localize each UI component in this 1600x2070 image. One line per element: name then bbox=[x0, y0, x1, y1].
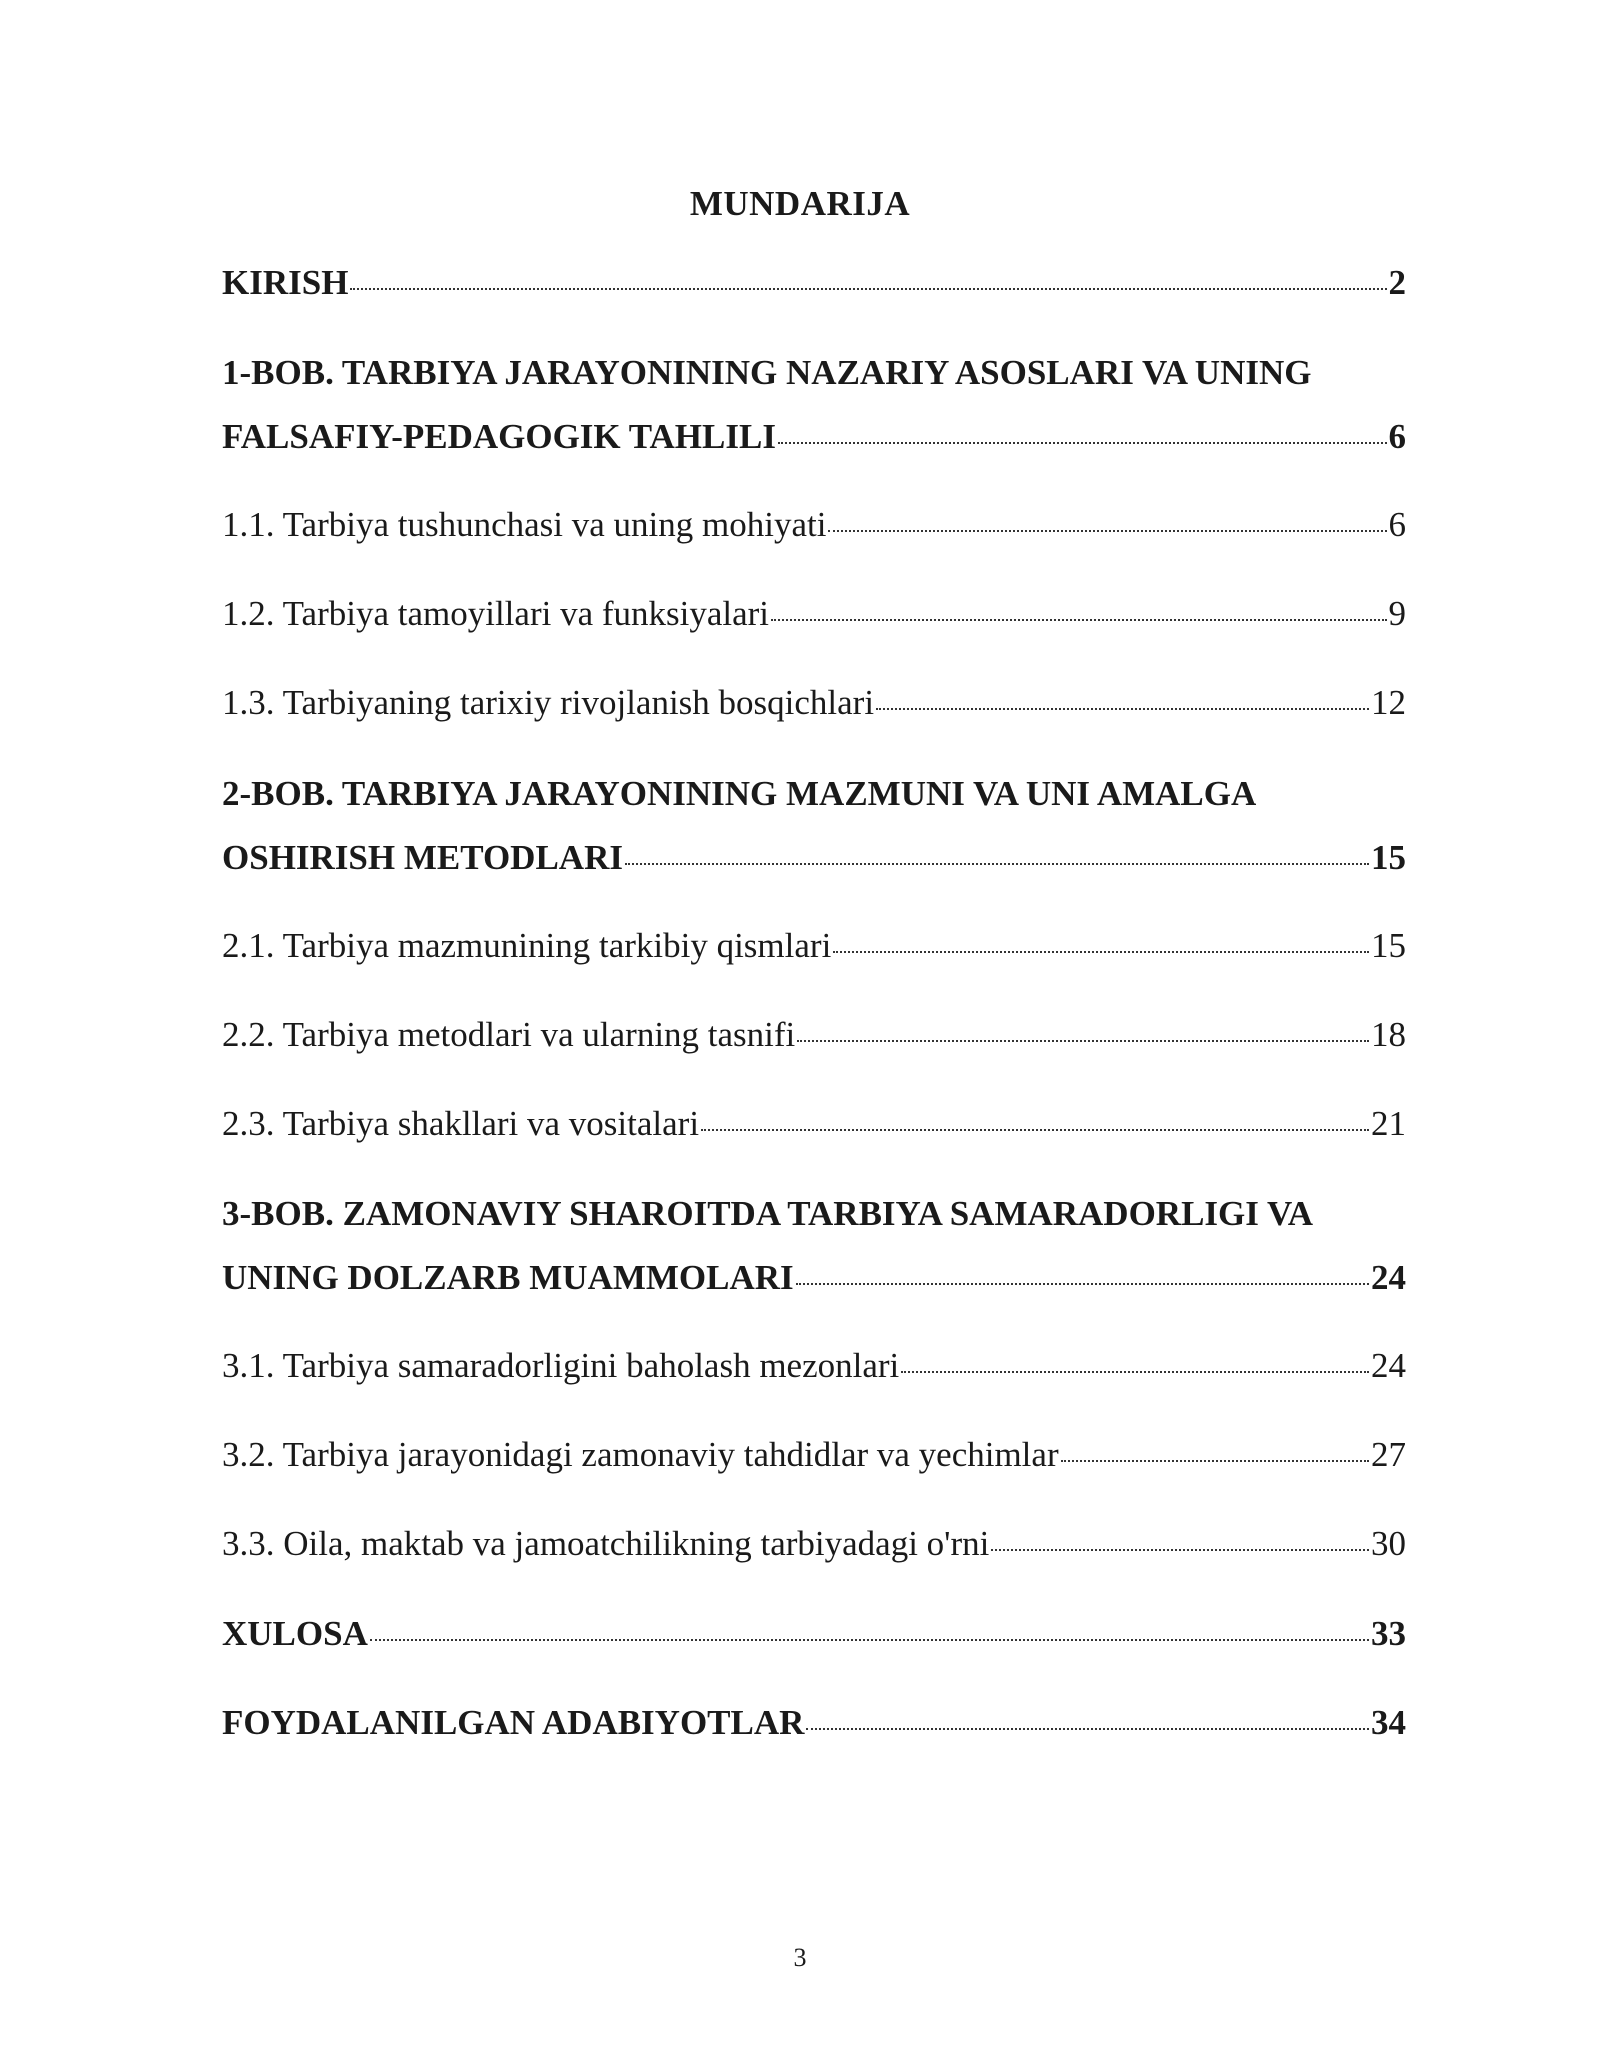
toc-entry-section-3-1[interactable] bbox=[222, 1345, 1406, 1387]
dot-leader bbox=[806, 1728, 1369, 1730]
toc-entry-text: UNING DOLZARB MUAMMOLARI bbox=[222, 1258, 794, 1297]
dot-leader bbox=[901, 1371, 1369, 1373]
dot-leader bbox=[370, 1639, 1369, 1641]
dot-leader bbox=[625, 863, 1369, 865]
toc-entry-text: FALSAFIY-PEDAGOGIK TAHLILI bbox=[222, 417, 776, 456]
toc-entry-text: 3.3. Oila, maktab va jamoatchilikning tarbiyadagi o'rni bbox=[222, 1524, 990, 1563]
toc-entry-section-3-2[interactable] bbox=[222, 1434, 1406, 1476]
toc-page-number: 30 bbox=[1371, 1524, 1406, 1563]
toc-entry-section-2-3[interactable] bbox=[222, 1103, 1406, 1145]
dot-leader bbox=[991, 1549, 1369, 1551]
toc-entry-text: 3.2. Tarbiya jarayonidagi zamonaviy tahdidlar va yechimlar bbox=[222, 1435, 1059, 1474]
dot-leader bbox=[778, 442, 1387, 444]
toc-page-number: 6 bbox=[1388, 417, 1406, 456]
toc-entry-chapter-3[interactable] bbox=[222, 1193, 1406, 1299]
toc-entry-text: 1.1. Tarbiya tushunchasi va uning mohiyati bbox=[222, 505, 827, 544]
toc-page-number: 12 bbox=[1371, 683, 1406, 722]
toc-entry-text: 1.2. Tarbiya tamoyillari va funksiyalari bbox=[222, 594, 770, 633]
dot-leader bbox=[796, 1283, 1369, 1285]
toc-entry-chapter-2[interactable] bbox=[222, 773, 1406, 879]
dot-leader bbox=[350, 288, 1386, 290]
dot-leader bbox=[1061, 1460, 1369, 1462]
toc-page-number: 24 bbox=[1371, 1258, 1406, 1297]
toc-entry-kirish[interactable] bbox=[222, 262, 1406, 304]
toc-entry-section-1-3[interactable] bbox=[222, 682, 1406, 724]
page-number: 3 bbox=[793, 1943, 807, 1972]
toc-entry-section-3-3[interactable] bbox=[222, 1523, 1406, 1565]
toc-entry-text: KIRISH bbox=[222, 263, 349, 302]
toc-page-number: 6 bbox=[1388, 505, 1406, 544]
dot-leader bbox=[771, 619, 1386, 621]
toc-entry-references[interactable] bbox=[222, 1702, 1406, 1744]
toc-entry-text: FOYDALANILGAN ADABIYOTLAR bbox=[222, 1703, 805, 1742]
toc-page-number: 33 bbox=[1371, 1614, 1406, 1653]
dot-leader bbox=[797, 1040, 1369, 1042]
toc-entry-chapter-1[interactable] bbox=[222, 352, 1406, 458]
toc-entry-text: XULOSA bbox=[222, 1614, 368, 1653]
toc-entry-text: OSHIRISH METODLARI bbox=[222, 838, 623, 877]
toc-entry-section-2-2[interactable] bbox=[222, 1014, 1406, 1056]
toc-entry-text: 3.1. Tarbiya samaradorligini baholash mezonlari bbox=[222, 1346, 900, 1385]
toc-page-number: 2 bbox=[1388, 263, 1406, 302]
toc-page-number: 21 bbox=[1371, 1104, 1406, 1143]
toc-entry-heading-line: 3-BOB. ZAMONAVIY SHAROITDA TARBIYA SAMARADORLIGI VA bbox=[222, 1194, 1314, 1233]
toc-entry-xulosa[interactable] bbox=[222, 1613, 1406, 1655]
toc-page-number: 24 bbox=[1371, 1346, 1406, 1385]
toc-entry-text: 2.1. Tarbiya mazmunining tarkibiy qismlari bbox=[222, 926, 832, 965]
toc-page-number: 15 bbox=[1371, 926, 1406, 965]
toc-entry-section-1-2[interactable] bbox=[222, 593, 1406, 635]
toc-page-number: 18 bbox=[1371, 1015, 1406, 1054]
dot-leader bbox=[833, 951, 1369, 953]
toc-page-number: 34 bbox=[1371, 1703, 1406, 1742]
toc-entry-heading-line: 2-BOB. TARBIYA JARAYONINING MAZMUNI VA UNI AMALGA bbox=[222, 774, 1257, 813]
toc-entry-text: 1.3. Tarbiyaning tarixiy rivojlanish bosqichlari bbox=[222, 683, 875, 722]
toc-page-number: 15 bbox=[1371, 838, 1406, 877]
toc-entry-heading-line: 1-BOB. TARBIYA JARAYONINING NAZARIY ASOSLARI VA UNING bbox=[222, 353, 1312, 392]
toc-page-number: 27 bbox=[1371, 1435, 1406, 1474]
page-title: MUNDARIJA bbox=[689, 184, 911, 223]
toc-entry-section-2-1[interactable] bbox=[222, 925, 1406, 967]
dot-leader bbox=[828, 530, 1386, 532]
toc-entry-text: 2.3. Tarbiya shakllari va vositalari bbox=[222, 1104, 700, 1143]
toc-entry-section-1-1[interactable] bbox=[222, 504, 1406, 546]
toc-entry-text: 2.2. Tarbiya metodlari va ularning tasnifi bbox=[222, 1015, 796, 1054]
dot-leader bbox=[701, 1129, 1369, 1131]
toc-page-number: 9 bbox=[1388, 594, 1406, 633]
dot-leader bbox=[876, 708, 1369, 710]
